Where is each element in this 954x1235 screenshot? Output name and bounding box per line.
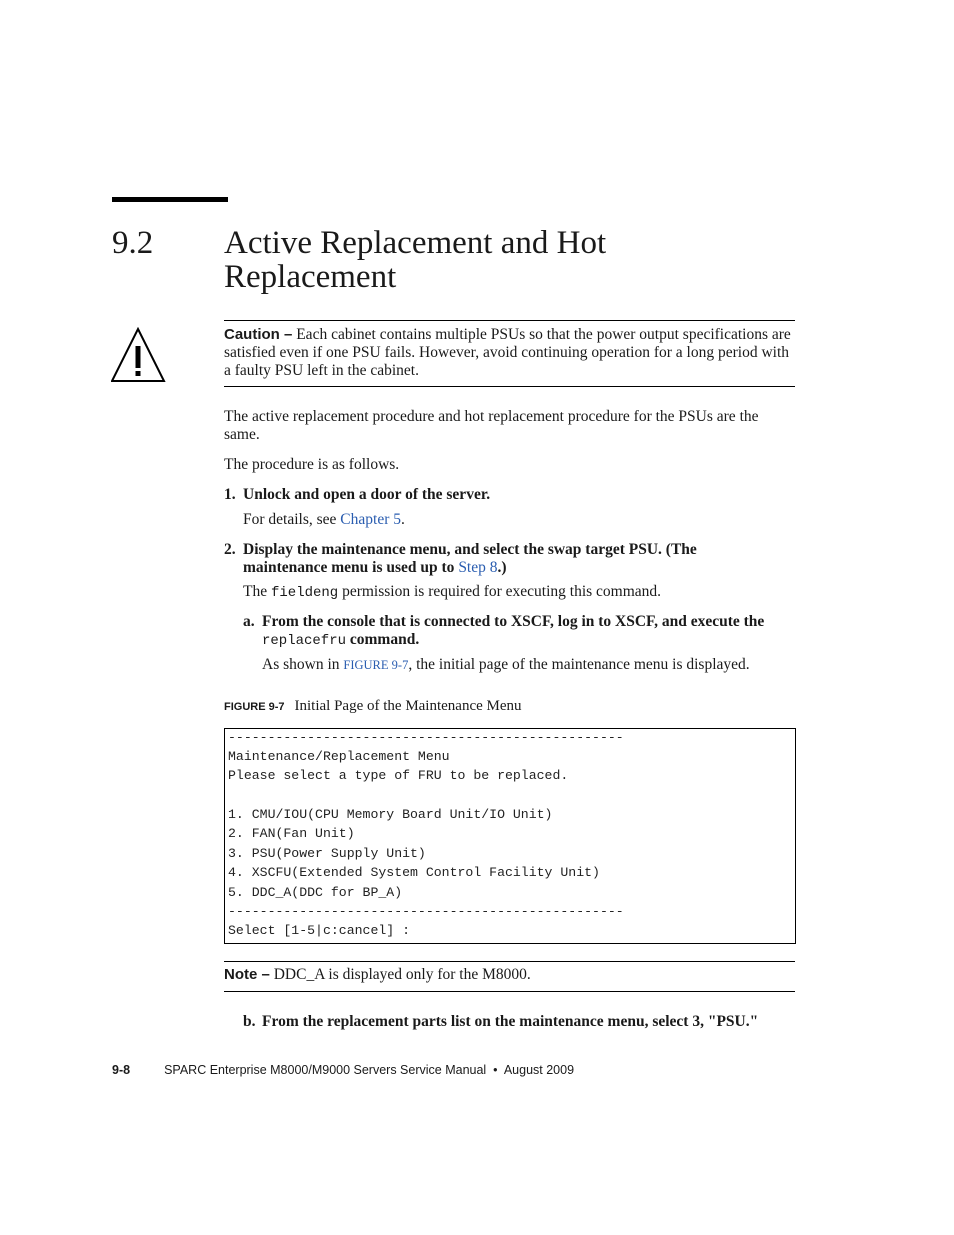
step2-detail-suffix: permission is required for executing this command. [338, 583, 662, 600]
screen-line: 1. CMU/IOU(CPU Memory Board Unit/IO Unit) [228, 807, 553, 822]
note-paragraph [224, 966, 531, 984]
step2-title-prefix: maintenance menu is used up to [243, 559, 459, 576]
caution-top-rule [224, 320, 795, 321]
note-top-rule [224, 961, 795, 962]
caution-paragraph [224, 326, 795, 380]
step2-detail [243, 583, 661, 602]
section-number: 9.2 [112, 225, 154, 261]
procedure-paragraph: The procedure is as follows. [224, 456, 400, 473]
substep-a-line1: From the console that is connected to XSCF, log in to XSCF, and execute the [262, 613, 765, 630]
screen-line: Select [1-5|c:cancel] : [228, 923, 411, 938]
section-title: Active Replacement and Hot Replacement [224, 225, 607, 295]
figure-caption-text: Initial Page of the Maintenance Menu [294, 698, 522, 714]
page-footer [112, 1063, 574, 1077]
note-bottom-rule [224, 991, 795, 992]
screen-line: -------------------------------------------------- [228, 730, 624, 745]
step1-number: 1. [224, 486, 236, 503]
step1-detail [243, 511, 405, 529]
intro-paragraph: The active replacement procedure and hot replacement procedure for the PSUs are the same. [224, 408, 759, 443]
chapter5-link[interactable]: Chapter 5 [340, 511, 401, 528]
screen-line: Maintenance/Replacement Menu [228, 749, 450, 764]
screen-line: -------------------------------------------------- [228, 904, 624, 919]
substep-b-label: b. [243, 1013, 256, 1030]
fieldeng-code: fieldeng [270, 585, 339, 601]
caution-label: Caution – [224, 326, 293, 343]
substep-a-detail [262, 656, 750, 674]
manual-title: SPARC Enterprise M8000/M9000 Servers Service Manual [164, 1063, 487, 1077]
caution-body: Each cabinet contains multiple PSUs so that the power output specifications are satisfied even if one PSU fails. However, avoid continuing operation for a long period with a faulty PSU left in the cabinet. [224, 326, 791, 379]
step1-detail-suffix: . [401, 511, 405, 528]
step2-title-suffix: .) [497, 559, 507, 576]
figure-label: FIGURE 9-7 [224, 701, 285, 713]
caution-bottom-rule [224, 386, 795, 387]
note-label: Note – [224, 966, 270, 983]
step2-title-line2 [243, 559, 507, 577]
screen-line: 3. PSU(Power Supply Unit) [228, 846, 426, 861]
substep-a-detail-suffix: , the initial page of the maintenance menu is displayed. [408, 656, 750, 673]
screen-line: 2. FAN(Fan Unit) [228, 826, 355, 841]
publication-date: August 2009 [503, 1063, 575, 1077]
screen-line: Please select a type of FRU to be replaced. [228, 768, 569, 783]
footer-separator: • [493, 1063, 498, 1077]
screen-line: 5. DDC_A(DDC for BP_A) [228, 885, 403, 900]
step2-detail-prefix: The [243, 583, 271, 600]
step2-number: 2. [224, 541, 236, 558]
step1-detail-prefix: For details, see [243, 511, 341, 528]
substep-a-detail-prefix: As shown in [262, 656, 344, 673]
substep-a-label: a. [243, 613, 255, 630]
replacefru-code: replacefru [262, 633, 347, 649]
step2-title-line1: Display the maintenance menu, and select the swap target PSU. (The [243, 541, 697, 558]
figure-caption [224, 698, 522, 715]
section-top-rule [112, 197, 228, 202]
step1-title: Unlock and open a door of the server. [243, 486, 491, 503]
step8-link[interactable]: Step 8 [458, 559, 498, 576]
page-number: 9-8 [112, 1063, 131, 1077]
maintenance-menu-screen [224, 728, 796, 944]
note-body: DDC_A is displayed only for the M8000. [269, 966, 531, 983]
screen-line: 4. XSCFU(Extended System Control Facility Unit) [228, 865, 600, 880]
warning-triangle-icon [111, 327, 167, 383]
substep-b-text: From the replacement parts list on the maintenance menu, select 3, "PSU." [262, 1013, 759, 1030]
substep-a-line2 [262, 631, 419, 650]
figure-9-7-link[interactable]: FIGURE 9-7 [343, 658, 409, 672]
substep-a-line2-suffix: command. [346, 631, 420, 648]
